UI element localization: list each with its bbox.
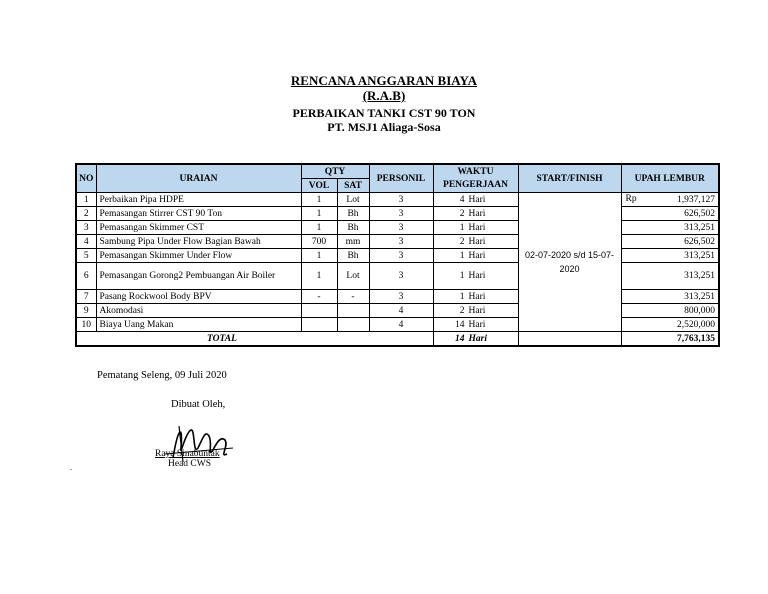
- row-upah: 313,251: [621, 221, 719, 235]
- document-abbreviation: (R.A.B): [362, 88, 406, 103]
- header-start-finish: START/FINISH: [518, 164, 621, 193]
- header-upah: UPAH LEMBUR: [621, 164, 719, 193]
- row-personil: 3: [369, 290, 433, 304]
- row-upah: 313,251: [621, 290, 719, 304]
- row-hari-unit: Hari: [468, 305, 486, 316]
- row-no: 7: [76, 290, 96, 304]
- company-name: PT. MSJ1 Aliaga-Sosa: [327, 120, 441, 134]
- row-upah: 800,000: [621, 304, 719, 318]
- header-waktu: WAKTU PENGERJAAN: [433, 164, 518, 193]
- row-no: 10: [76, 318, 96, 332]
- row-upah: 626,502: [621, 207, 719, 221]
- stray-mark: .: [70, 463, 72, 472]
- row-waktu: [433, 207, 518, 221]
- row-uraian: Biaya Uang Makan: [96, 318, 301, 332]
- row-vol: 1: [301, 207, 337, 221]
- table-row: [76, 235, 719, 249]
- row-hari-count: 2: [459, 208, 465, 219]
- row-hari-count: 1: [459, 222, 465, 233]
- header-qty: QTY: [301, 164, 369, 179]
- row-hari-unit: Hari: [468, 208, 486, 219]
- row-upah: 626,502: [621, 235, 719, 249]
- row-personil: 3: [369, 263, 433, 290]
- document-title: RENCANA ANGGARAN BIAYA: [290, 73, 478, 88]
- row-no: 2: [76, 207, 96, 221]
- header-uraian: URAIAN: [96, 164, 301, 193]
- header-personil: PERSONIL: [369, 164, 433, 193]
- table-row: [76, 221, 719, 235]
- row-sat: Bh: [337, 249, 369, 263]
- row-vol: 1: [301, 263, 337, 290]
- row-hari-count: 14: [455, 319, 465, 330]
- row-hari-count: 1: [459, 271, 465, 281]
- table-row: [76, 193, 719, 207]
- row-hari-unit: Hari: [468, 222, 486, 233]
- row-uraian: Perbaikan Pipa HDPE: [96, 193, 301, 207]
- row-sat: mm: [337, 235, 369, 249]
- row-vol: -: [301, 290, 337, 304]
- row-uraian: Pemasangan Stirrer CST 90 Ton: [96, 207, 301, 221]
- made-by-label: Dibuat Oleh,: [171, 399, 226, 410]
- row-hari-count: 2: [459, 236, 465, 247]
- row-no: 5: [76, 249, 96, 263]
- row-sat: Bh: [337, 221, 369, 235]
- row-waktu: [433, 193, 518, 207]
- row-vol: 1: [301, 249, 337, 263]
- row-waktu: [433, 263, 518, 290]
- row-waktu: [433, 318, 518, 332]
- total-hari-count: 14: [455, 333, 465, 344]
- row-hari-count: 4: [459, 194, 465, 205]
- row-uraian: Pemasangan Skimmer CST: [96, 221, 301, 235]
- table-row: [76, 263, 719, 290]
- row-sat: -: [337, 290, 369, 304]
- row-vol: 1: [301, 193, 337, 207]
- row-sat: Lot: [337, 263, 369, 290]
- row-uraian: Pasang Rockwool Body BPV: [96, 290, 301, 304]
- table-row: [76, 318, 719, 332]
- table-row: [76, 249, 719, 263]
- row-personil: 4: [369, 318, 433, 332]
- total-label: TOTAL: [76, 332, 433, 347]
- row-uraian: Sambung Pipa Under Flow Bagian Bawah: [96, 235, 301, 249]
- row-hari-unit: Hari: [468, 236, 486, 247]
- row-personil: 4: [369, 304, 433, 318]
- row-sat: Bh: [337, 207, 369, 221]
- row-vol: 1: [301, 221, 337, 235]
- row-vol: [301, 304, 337, 318]
- row-upah: [621, 193, 719, 207]
- row-sat: [337, 318, 369, 332]
- total-upah: 7,763,135: [621, 332, 719, 347]
- row-sat: Lot: [337, 193, 369, 207]
- row-sat: [337, 304, 369, 318]
- place-date: Pematang Seleng, 09 Juli 2020: [97, 370, 227, 381]
- total-row: [76, 332, 719, 347]
- row-upah: 2,520,000: [621, 318, 719, 332]
- budget-table: [75, 163, 720, 347]
- currency-label: Rp: [625, 194, 637, 204]
- row-hari-count: 2: [459, 305, 465, 316]
- row-uraian: Pemasangan Gorong2 Pembuangan Air Boiler: [96, 263, 301, 290]
- signer-role: Head CWS: [168, 459, 212, 469]
- row-waktu: [433, 249, 518, 263]
- row-no: 3: [76, 221, 96, 235]
- row-upah: 313,251: [621, 263, 719, 290]
- row-hari-unit: Hari: [468, 250, 486, 261]
- row-waktu: [433, 221, 518, 235]
- row-personil: 3: [369, 249, 433, 263]
- row-uraian: Akomodasi: [96, 304, 301, 318]
- header-vol: VOL: [301, 179, 337, 193]
- header-sat: SAT: [337, 179, 369, 193]
- row-hari-count: 1: [459, 291, 465, 302]
- row-hari-unit: Hari: [468, 194, 486, 205]
- row-uraian: Pemasangan Skimmer Under Flow: [96, 249, 301, 263]
- row-upah-value: 1,937,127: [677, 194, 715, 205]
- row-personil: 3: [369, 235, 433, 249]
- row-personil: 3: [369, 193, 433, 207]
- table-row: [76, 207, 719, 221]
- total-waktu: [433, 332, 518, 347]
- row-hari-count: 1: [459, 250, 465, 261]
- total-hari-unit: Hari: [468, 333, 487, 344]
- row-vol: [301, 318, 337, 332]
- total-start-finish: [518, 332, 621, 347]
- row-hari-unit: Hari: [468, 271, 486, 281]
- row-no: 1: [76, 193, 96, 207]
- row-waktu: [433, 304, 518, 318]
- header-no: NO: [76, 164, 96, 193]
- row-personil: 3: [369, 221, 433, 235]
- row-hari-unit: Hari: [468, 291, 486, 302]
- document-subtitle: PERBAIKAN TANKI CST 90 TON: [292, 106, 476, 120]
- table-row: [76, 290, 719, 304]
- row-hari-unit: Hari: [468, 319, 486, 330]
- row-personil: 3: [369, 207, 433, 221]
- row-vol: 700: [301, 235, 337, 249]
- signer-name: Raya Sinabuntak: [155, 449, 220, 459]
- row-waktu: [433, 235, 518, 249]
- table-row: [76, 304, 719, 318]
- row-upah: 313,251: [621, 249, 719, 263]
- row-no: 6: [76, 263, 96, 290]
- row-no: 9: [76, 304, 96, 318]
- row-waktu: [433, 290, 518, 304]
- row-no: 4: [76, 235, 96, 249]
- start-finish-cell: 02-07-2020 s/d 15-07-2020: [518, 193, 621, 332]
